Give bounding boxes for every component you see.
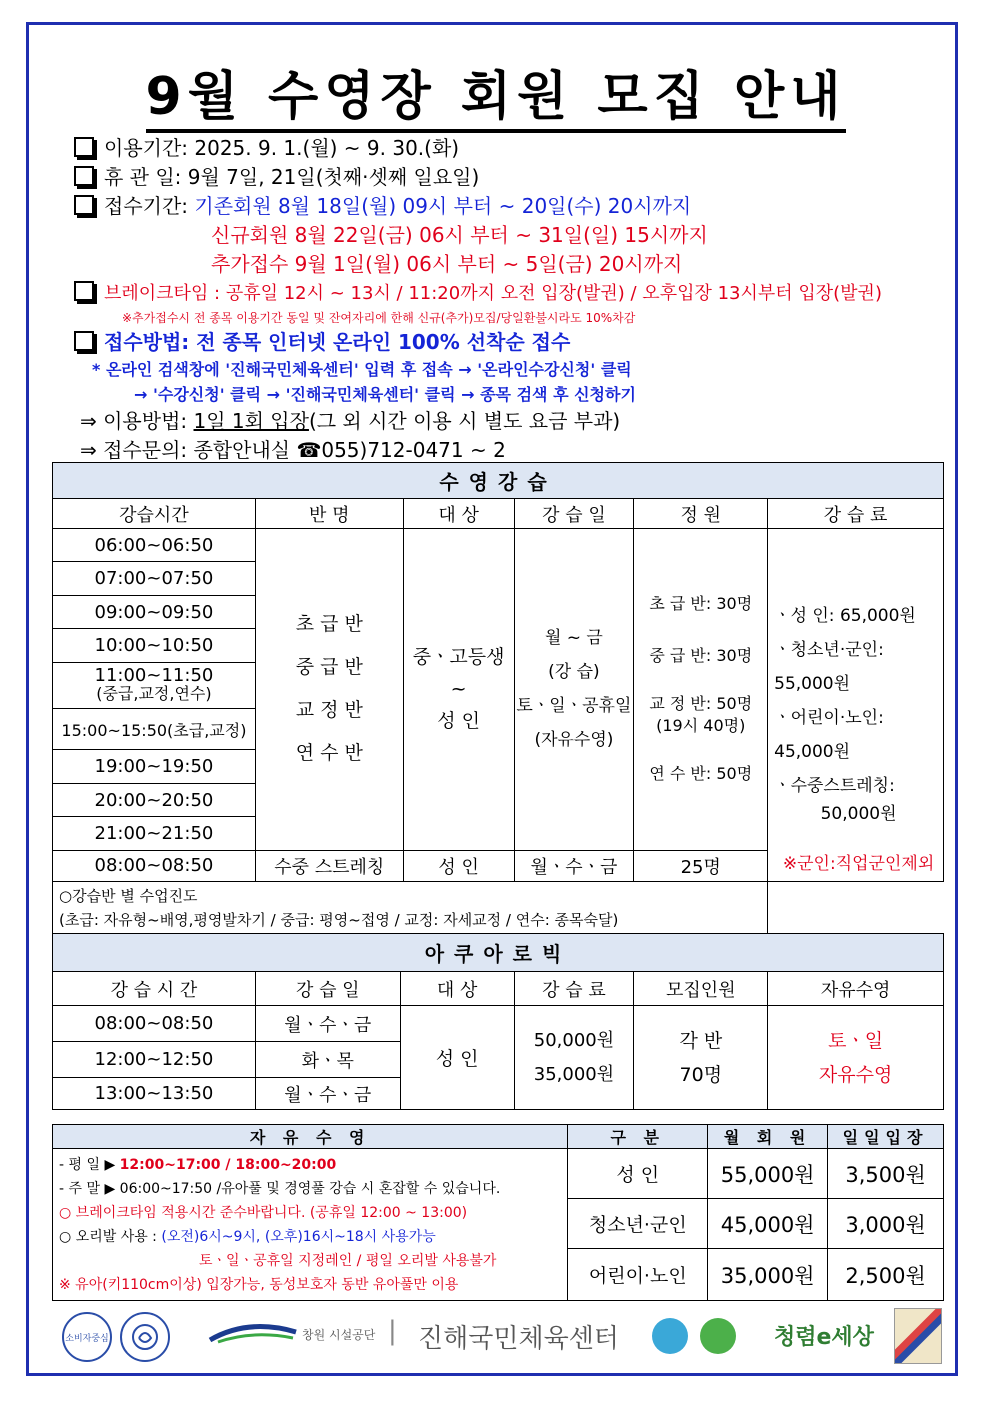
monthly-fee: 45,000원: [708, 1199, 828, 1249]
header-fee: 강 습 료: [768, 499, 944, 529]
footer-logos: [52, 1308, 944, 1364]
time-slot: 21:00~21:50: [53, 817, 256, 850]
award-badge-icon: [894, 1308, 942, 1364]
header-monthly: 월 회 원: [708, 1125, 828, 1149]
certification-seal-logo: [120, 1312, 170, 1362]
category: 성 인: [568, 1149, 708, 1199]
how-to-use: ⇒ 이용방법: 1일 1회 입장(그 외 시간 이용 시 별도 요금 부과): [80, 409, 621, 433]
checkbox-icon: [74, 166, 94, 186]
monthly-fee: 55,000원: [708, 1149, 828, 1199]
method-note-1: * 온라인 검색창에 '진해국민체육센터' 입력 후 접속 → '온라인수강신청' 클릭: [92, 360, 632, 379]
time-slot: 09:00~09:50: [53, 595, 256, 628]
registration-new: 신규회원 8월 22일(금) 06시 부터 ~ 31일(일) 15시까지: [211, 223, 708, 247]
time-slot: 08:00~08:50: [53, 1006, 256, 1042]
progress-notes: ○강습반 별 수업진도 (초급: 자유형~배영,평영발차기 / 중급: 평영~접영 / 교정: 자세교정 / 연수: 종목숙달): [53, 882, 768, 958]
changwon-facilities-logo: 창원 시설공단: [208, 1322, 388, 1352]
mascot-icon: [652, 1318, 688, 1354]
header-days: 강 습 일: [514, 499, 634, 529]
break-time: 브레이크타임 : 공휴일 12시 ~ 13시 / 11:20까지 오전 입장(발권) / 오후입장 13시부터 입장(발권): [74, 279, 954, 308]
lesson-days: 월ㆍ수ㆍ금: [255, 1006, 400, 1042]
header-class: 반 명: [255, 499, 403, 529]
stretch-capacity: 25명: [634, 850, 768, 881]
header-target: 대 상: [400, 972, 514, 1006]
monthly-fee: 35,000원: [708, 1249, 828, 1301]
capacity-cell: 초 급 반: 30명 중 급 반: 30명 교 정 반: 50명 (19시 40명) 연 수 반: 50명: [634, 529, 768, 851]
method-note-2: → '수강신청' 클릭 → '진해국민체육센터' 클릭 → 종목 검색 후 신청하기: [134, 385, 636, 404]
mascot-icon: [700, 1318, 736, 1354]
header-daily: 일일입장: [828, 1125, 944, 1149]
time-slot: 15:00~15:50(초급,교정): [53, 708, 256, 750]
section-title: 수영강습: [53, 463, 944, 499]
header-fee: 강 습 료: [514, 972, 634, 1006]
stretch-target: 성 인: [403, 850, 514, 881]
info-block: [74, 134, 954, 465]
divider: |: [388, 1316, 397, 1346]
days-cell: 월 ~ 금 (강 습) 토ㆍ일ㆍ공휴일 (자유수영): [514, 529, 634, 851]
closed-days: 휴 관 일: 9월 7일, 21일(첫째·셋째 일요일): [74, 163, 954, 192]
center-name: 진해국민체육센터: [418, 1324, 619, 1354]
lesson-days: 월ㆍ수ㆍ금: [255, 1078, 400, 1110]
header-recruit: 모집인원: [634, 972, 768, 1006]
header-capacity: 정 원: [634, 499, 768, 529]
registration-method: 접수방법: 전 종목 인터넷 온라인 100% 선착순 접수: [74, 328, 954, 357]
consumer-center-logo: 소비자중심: [62, 1312, 112, 1362]
time-slot: 11:00~11:50 (중급,교정,연수): [53, 662, 256, 708]
checkbox-icon: [74, 137, 94, 157]
section-title: 아쿠아로빅: [53, 934, 944, 972]
aqua-aerobics-table: [52, 933, 944, 1110]
clean-world-logo: 청렴e세상: [774, 1325, 874, 1350]
fee-cell: 50,000원 35,000원: [514, 1006, 634, 1110]
target-cell: 중ㆍ고등생 ~ 성 인: [403, 529, 514, 851]
fee-note: ※군인:직업군인제외: [782, 854, 935, 874]
page-title: 9월 수영장 회원 모집 안내: [0, 54, 992, 129]
fee-cell: ㆍ성 인: 65,000원 ㆍ청소년·군인: 55,000원 ㆍ어린이·노인: 45,000원 ㆍ수중스트레칭: 50,000원 ※군인:직업군인제외: [768, 529, 944, 882]
class-list: 초 급 반 중 급 반 교 정 반 연 수 반: [255, 529, 403, 851]
time-slot: 20:00~20:50: [53, 783, 256, 816]
lesson-days: 화ㆍ목: [255, 1042, 400, 1078]
time-slot: 06:00~06:50: [53, 529, 256, 562]
time-slot: 19:00~19:50: [53, 750, 256, 783]
category: 청소년·군인: [568, 1199, 708, 1249]
checkbox-icon: [74, 281, 94, 301]
recruit-cell: 각 반 70명: [634, 1006, 768, 1110]
stretch-days: 월ㆍ수ㆍ금: [514, 850, 634, 881]
header-time: 강습시간: [53, 499, 256, 529]
time-slot: 13:00~13:50: [53, 1078, 256, 1110]
free-swim-notes: - 평 일 ▶ 12:00~17:00 / 18:00~20:00 - 주 말 ▶ 06:00~17:50 /유아풀 및 경영풀 강습 시 혼잡할 수 있습니다. ○ 브레이크타임 적용시간 준수바랍니다. (공휴일 12:00 ~ 13:00) ○ 오리발 사용 : (오전)6시~9시, (오후)16시~18시 사용가능 토ㆍ일ㆍ공휴일 지정레인 / 평일 오리발 사용불가 ※ 유아(키110cm이상) 입장가능, 동성보호자 동반 유아풀만 이용: [53, 1149, 568, 1301]
extra-note: ※추가접수시 전 종목 이용기간 동일 및 잔여자리에 한해 신규(추가)모집/당일환불시라도 10%차감: [122, 311, 636, 325]
target-cell: 성 인: [400, 1006, 514, 1110]
usage-period: 이용기간: 2025. 9. 1.(월) ~ 9. 30.(화): [74, 134, 954, 163]
inquiry: ⇒ 접수문의: 종합안내실 ☎055)712-0471 ~ 2: [80, 438, 506, 462]
free-swim-table: [52, 1124, 944, 1301]
category: 어린이·노인: [568, 1249, 708, 1301]
checkbox-icon: [74, 331, 94, 351]
checkbox-icon: [74, 195, 94, 215]
time-slot: 12:00~12:50: [53, 1042, 256, 1078]
stretch-time: 08:00~08:50: [53, 850, 256, 881]
free-swim-cell: 토ㆍ일 자유수영: [768, 1006, 944, 1110]
header-days: 강 습 일: [255, 972, 400, 1006]
daily-fee: 3,500원: [828, 1149, 944, 1199]
daily-fee: 2,500원: [828, 1249, 944, 1301]
header-category: 구 분: [568, 1125, 708, 1149]
header-time: 강 습 시 간: [53, 972, 256, 1006]
registration-extra: 추가접수 9월 1일(월) 06시 부터 ~ 5일(금) 20시까지: [211, 252, 683, 276]
header-free-swim: 자유수영: [768, 972, 944, 1006]
time-slot: 10:00~10:50: [53, 629, 256, 662]
daily-fee: 3,000원: [828, 1199, 944, 1249]
header-target: 대 상: [403, 499, 514, 529]
header-free-swim: 자 유 수 영: [53, 1125, 568, 1149]
swim-lesson-table: [52, 462, 944, 958]
time-slot: 07:00~07:50: [53, 562, 256, 595]
stretch-class: 수중 스트레칭: [255, 850, 403, 881]
registration-period: 접수기간: 기존회원 8월 18일(월) 09시 부터 ~ 20일(수) 20시까지: [74, 192, 954, 221]
